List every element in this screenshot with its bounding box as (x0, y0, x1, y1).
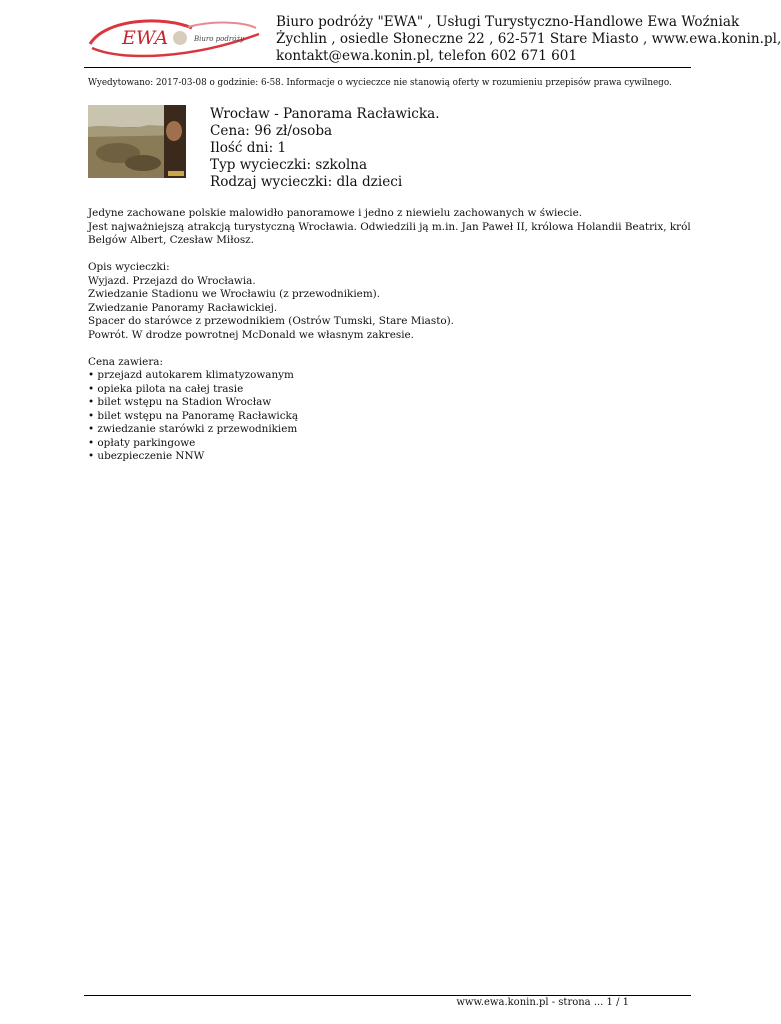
trip-kind: Rodzaj wycieczki: dla dzieci (210, 174, 403, 190)
edit-note: Wyedytowano: 2017-03-08 o godzinie: 6-58. Informacje o wycieczce nie stanowią oferty w rozumieniu przepisów prawa cywilnego. (88, 78, 672, 88)
program-line: Zwiedzanie Panoramy Racławickiej. (88, 301, 278, 314)
included-list (88, 369, 718, 464)
logo-tagline: Biuro podróży (194, 35, 245, 43)
trip-days: Ilość dni: 1 (210, 140, 287, 156)
list-item: • ubezpieczenie NNW (88, 450, 205, 462)
company-address: Żychlin , osiedle Słoneczne 22 , 62-571 Stare Miasto , www.ewa.konin.pl, (276, 31, 781, 47)
company-logo (84, 14, 264, 60)
included-heading: Cena zawiera: (88, 355, 163, 368)
list-item: • bilet wstępu na Panoramę Racławicką (88, 409, 299, 422)
program-line: Zwiedzanie Stadionu we Wrocławiu (z przewodnikiem). (88, 288, 381, 300)
trip-title: Wrocław - Panorama Racławicka. (210, 106, 440, 122)
company-contact: kontakt@ewa.konin.pl, telefon 602 671 601 (276, 48, 578, 64)
list-item: • zwiedzanie starówki z przewodnikiem (88, 423, 298, 435)
trip-summary (210, 106, 440, 191)
program-line: Wyjazd. Przejazd do Wrocławia. (88, 274, 256, 287)
company-header (276, 14, 781, 65)
trip-photo (88, 105, 186, 178)
description-line: Jest najważniejszą atrakcją turystyczną Wrocławia. Odwiedzili ją m.in. Jan Paweł II, królowa Holandii Beatrix, król Belgów Albert, Czesław Miłosz. (88, 220, 691, 246)
header-divider (84, 67, 691, 68)
program-heading: Opis wycieczki: (88, 261, 170, 273)
trip-description (88, 207, 718, 464)
description-line: Jedyne zachowane polskie malowidło panoramowe i jedno z niewielu zachowanych w świecie. (88, 207, 583, 219)
trip-price: Cena: 96 zł/osoba (210, 123, 333, 139)
page-footer: www.ewa.konin.pl - strona ... 1 / 1 (456, 997, 629, 1008)
program-line: Spacer do starówce z przewodnikiem (Ostrów Tumski, Stare Miasto). (88, 315, 454, 327)
company-name: Biuro podróży "EWA" , Usługi Turystyczno-Handlowe Ewa Woźniak (276, 14, 740, 30)
list-item: • opieka pilota na całej trasie (88, 382, 244, 395)
list-item: • przejazd autokarem klimatyzowanym (88, 369, 294, 381)
footer-divider (84, 995, 691, 996)
trip-type: Typ wycieczki: szkolna (210, 157, 368, 173)
program-line: Powrót. W drodze powrotnej McDonald we własnym zakresie. (88, 328, 414, 341)
list-item: • opłaty parkingowe (88, 436, 196, 449)
logo-text: EWA (122, 27, 169, 49)
list-item: • bilet wstępu na Stadion Wrocław (88, 396, 272, 408)
